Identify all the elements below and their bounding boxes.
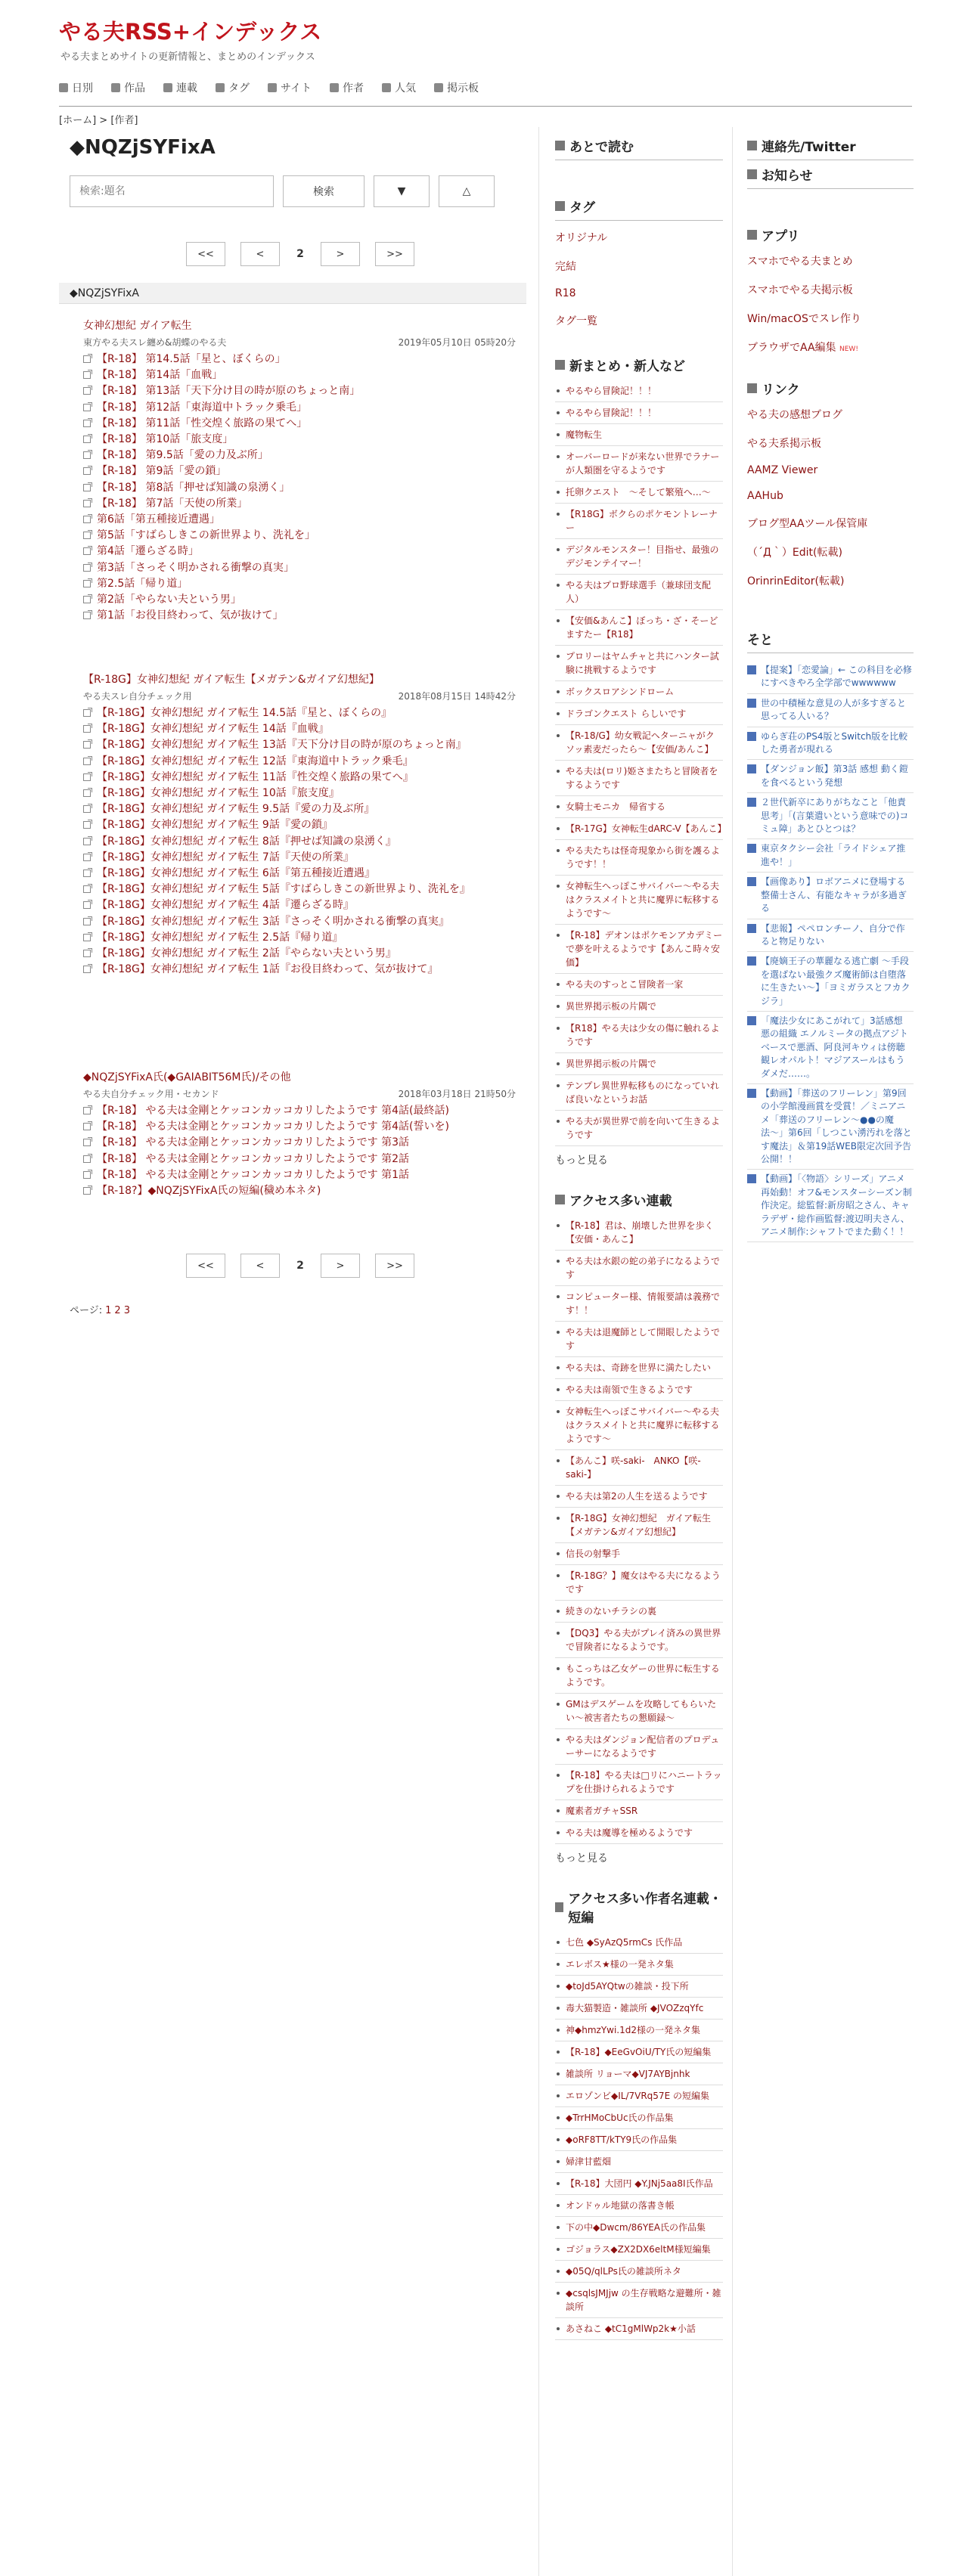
external-link-icon (83, 805, 91, 813)
list-item[interactable]: オンドゥル地獄の落書き帳 (555, 2195, 723, 2217)
info-icon (747, 169, 757, 179)
episode-item[interactable]: 【R-18】 第10話「旅支度」 (83, 432, 516, 448)
episode-item[interactable]: 第2.5話「帰り道」 (83, 576, 516, 592)
search-input[interactable] (70, 175, 274, 207)
news-item[interactable]: 【悲報】ペペロンチーノ、自分で作ると物足りない (747, 919, 914, 953)
episode-item[interactable]: 【R-18】 やる夫は金剛とケッコンカッコカリしたようです 第1話 (83, 1167, 516, 1183)
list-item[interactable]: やる夫のすっとこ冒険者一家 (555, 974, 723, 996)
sort-desc-button[interactable]: ▼ (374, 175, 430, 207)
external-link-icon (83, 371, 91, 379)
site-favicon-icon (747, 1089, 756, 1098)
nav-label: 連載 (176, 82, 197, 95)
external-link-icon (83, 387, 91, 395)
nav-item-series[interactable] (163, 80, 197, 95)
episode-item[interactable]: 【R-18】 やる夫は金剛とケッコンカッコカリしたようです 第2話 (83, 1152, 516, 1167)
list-item[interactable]: 七色 ◆SyAzQ5rmCs 氏作品 (555, 1932, 723, 1954)
external-link[interactable]: やる夫系掲示板 (747, 438, 821, 450)
app-link[interactable]: スマホでやる夫掲示板 (747, 284, 853, 296)
list-item[interactable]: 神◆hmzYwi.1d2様の一発ネタ集 (555, 2020, 723, 2041)
list-item[interactable]: 女神転生へっぽこサバイバー〜やる夫はクラスメイトと共に魔界に転移するようです〜 (555, 1401, 723, 1450)
page-link[interactable]: 2 (114, 1305, 121, 1316)
nav-label: 日別 (72, 82, 93, 95)
list-item[interactable]: やる夫はプロ野球選手（兼球団支配人） (555, 575, 723, 610)
new-summary-list (555, 380, 727, 1146)
list-item[interactable]: ボックスロアシンドローム (555, 681, 723, 703)
external-link-icon (83, 854, 91, 861)
nav-label: 作者 (343, 82, 365, 95)
app-link[interactable]: スマホでやる夫まとめ (747, 256, 853, 268)
work-date: 2019年05月10日 05時20分 (398, 337, 516, 348)
work-date: 2018年03月18日 21時50分 (398, 1089, 516, 1099)
list-item[interactable]: ◆05Q/qlLPs氏の雑談所ネタ (555, 2261, 723, 2283)
episode-item[interactable]: 第6話「第五種接近遭遇」 (83, 512, 516, 528)
tag-icon (216, 83, 225, 92)
episode-item[interactable]: 【R-18?】◆NQZjSYFixA氏の短編(穢め本ネタ) (83, 1183, 516, 1199)
book-icon (111, 83, 120, 92)
nav-item-board[interactable] (434, 80, 479, 95)
nav-item-works[interactable] (111, 80, 145, 95)
list-item[interactable]: 続きのないチラシの裏 (555, 1601, 723, 1623)
series-icon (163, 83, 172, 92)
app-link[interactable]: ブラウザでAA編集 NEW! (747, 342, 858, 354)
nav-item-daily[interactable] (59, 80, 93, 95)
site-favicon-icon (747, 732, 756, 741)
tag-link[interactable]: オリジナル (555, 232, 608, 244)
episode-item[interactable]: 【R-18G】女神幻想紀 ガイア転生 14.5話『星と、ぼくらの』 (83, 705, 516, 721)
new-icon (555, 360, 565, 370)
page-link[interactable]: 1 (105, 1305, 112, 1316)
middle-sidebar (555, 136, 727, 2340)
episode-item[interactable]: 【R-18】 やる夫は金剛とケッコンカッコカリしたようです 第4話(最終話) (83, 1103, 516, 1119)
site-favicon-icon (747, 665, 756, 674)
bar-chart-icon (555, 1195, 565, 1204)
pager-last-button[interactable]: >> (375, 242, 414, 266)
list-item[interactable]: やる夫は南領で生きるようです (555, 1379, 723, 1401)
outside-news-list (747, 661, 914, 1242)
list-item[interactable]: GMはデスゲームを攻略してもらいたい〜被害者たちの懇願録〜 (555, 1694, 723, 1729)
nav-label: 人気 (395, 82, 417, 95)
site-favicon-icon (747, 699, 756, 708)
header-divider (59, 106, 912, 107)
external-link-icon (83, 1139, 91, 1146)
pager-next-button[interactable]: > (321, 1254, 360, 1278)
news-item[interactable]: 東京タクシー会社「ライドシェア推進や！」 (747, 839, 914, 873)
episode-item[interactable]: 【R-18】 第14話「血戦」 (83, 367, 516, 383)
calendar-icon (59, 83, 68, 92)
access-series-head: アクセス多い連載 (555, 1190, 723, 1209)
list-item[interactable]: 【R-18】◆EeGvOiU/TY氏の短編集 (555, 2041, 723, 2063)
list-item[interactable]: エレボス★様の一発ネタ集 (555, 1954, 723, 1976)
episode-item[interactable]: 第1話「お役目終わって、気が抜けて」 (83, 608, 516, 624)
list-item[interactable]: テンプレ異世界転移ものになっていれば良いなというお話 (555, 1075, 723, 1111)
episode-item[interactable]: 【R-18G】女神幻想紀 ガイア転生 8話『押せば知識の泉湧く』 (83, 834, 516, 850)
list-item[interactable]: やる夫は、奇跡を世界に満たしたい (555, 1357, 723, 1379)
list-item[interactable]: 魔素者ガチャSSR (555, 1800, 723, 1822)
site-favicon-icon (747, 956, 756, 966)
nav-item-tags[interactable] (216, 80, 250, 95)
list-item[interactable]: 異世界掲示板の片隅で (555, 1053, 723, 1075)
list-item[interactable]: 【あんこ】咲-saki- ANKO【咲-saki-】 (555, 1450, 723, 1486)
app-head: アプリ (747, 225, 914, 244)
page-links (70, 1302, 130, 1316)
work-site: やる夫自分チェック用・セカンド (83, 1089, 219, 1099)
episode-item[interactable]: 【R-18】 第9.5話「愛の力及ぶ所」 (83, 448, 516, 463)
nav-label: タグ (228, 82, 250, 95)
external-link-icon (83, 547, 91, 555)
episode-item[interactable]: 【R-18G】女神幻想紀 ガイア転生 2話『やらない夫という男』 (83, 946, 516, 962)
search-button[interactable]: 検索 (283, 175, 365, 207)
external-link-icon (83, 901, 91, 909)
external-link[interactable]: AAHub (747, 490, 783, 502)
divider (555, 220, 723, 221)
episode-item[interactable]: 【R-18G】女神幻想紀 ガイア転生 1話『お役目終わって、気が抜けて』 (83, 962, 516, 978)
global-nav (59, 80, 479, 95)
external-link[interactable]: ブログ型AAツール保管庫 (747, 518, 868, 530)
list-item[interactable]: コンピューター様、情報要請は義務です！！ (555, 1286, 723, 1322)
sort-asc-button[interactable]: △ (439, 175, 495, 207)
external-link-icon (83, 950, 91, 957)
episode-item[interactable]: 【R-18】 第9話「愛の鎖」 (83, 463, 516, 479)
site-favicon-icon (747, 844, 756, 853)
site-subtitle: やる夫まとめサイトの更新情報と、まとめのインデックス (60, 51, 315, 63)
column-divider (538, 127, 539, 2576)
pager-top (186, 242, 414, 266)
list-item[interactable]: 托卵クエスト 〜そして繁殖へ…〜 (555, 482, 723, 504)
outside-head: そと (747, 633, 773, 648)
list-item[interactable]: やる夫はダンジョン配信者のプロデューサーになるようです (555, 1729, 723, 1765)
new-summary-head: 新まとめ・新人など (555, 355, 723, 374)
link-list (747, 407, 914, 588)
contact-head[interactable]: 連絡先/Twitter (747, 136, 914, 155)
external-link-icon (83, 725, 91, 733)
news-item[interactable]: 【廃嫡王子の華麗なる逃亡劇 〜手段を選ばない最強クズ魔術師は自堕落に生きたい〜】「ヨミガラスとフカクジラ」 (747, 952, 914, 1012)
news-item[interactable]: 【動画】「葬送のフリーレン」第9回の小学館漫画賞を受賞！／ミニアニメ「葬送のフリーレン〜●●の魔法〜」第6回「しつこい湧汚れを落とす魔法」＆第19話WEB限定次回予告公開！！ (747, 1084, 914, 1170)
list-item[interactable]: 【R-18G】女神幻想紀 ガイア転生【メガテン&ガイア幻想紀】 (555, 1508, 723, 1543)
list-item[interactable]: 女騎士モニカ 帰省する (555, 796, 723, 818)
pager-current: 2 (296, 1260, 304, 1272)
page-link[interactable]: 3 (123, 1305, 130, 1316)
episode-item[interactable]: 【R-18】 やる夫は金剛とケッコンカッコカリしたようです 第4話(誓いを) (83, 1119, 516, 1135)
list-item[interactable]: 【R-18/G】幼女戦記ヘターニャがクソッ素麦だったら〜【安価/あんこ】 (555, 725, 723, 761)
external-link-icon (83, 451, 91, 459)
page-title: ◆NQZjSYFixA (70, 136, 216, 159)
pages-label: ページ: (70, 1305, 103, 1316)
external-link-icon (83, 1187, 91, 1195)
tag-icon (555, 201, 565, 211)
list-item[interactable]: ゴジョラス◆ZX2DX6eltM様短編集 (555, 2239, 723, 2261)
list-item[interactable]: やる夫たちは怪奇現象から街を護るようです！！ (555, 840, 723, 876)
list-item[interactable]: 女神転生へっぽこサバイバー〜やる夫はクラスメイトと共に魔界に転移するようです〜 (555, 876, 723, 925)
site-title[interactable]: やる夫RSS+インデックス (59, 19, 322, 45)
list-item[interactable]: 【R-17G】女神転生dARC-V【あんこ】 (555, 818, 723, 840)
episode-item[interactable]: 【R-18】 やる夫は金剛とケッコンカッコカリしたようです 第3話 (83, 1135, 516, 1151)
list-item[interactable]: 信長の射撃手 (555, 1543, 723, 1565)
breadcrumb (59, 112, 138, 126)
episode-item[interactable]: 第2話「やらない夫という男」 (83, 592, 516, 608)
external-link-icon (83, 741, 91, 749)
work-meta (83, 1087, 516, 1100)
new-badge: NEW! (839, 346, 858, 353)
work-title[interactable]: ◆NQZjSYFixA氏(◆GAIABIT56M氏)/その他 (83, 1071, 291, 1083)
external-link-icon (83, 1123, 91, 1130)
link-head: リンク (747, 379, 914, 398)
episode-item[interactable]: 第4話「遷らざる時」 (83, 544, 516, 560)
episode-item[interactable]: 【R-18G】女神幻想紀 ガイア転生 3話『さっそく明かされる衝撃の真実』 (83, 914, 516, 930)
external-link-icon (83, 516, 91, 523)
site-favicon-icon (747, 877, 756, 886)
list-item[interactable]: 【R18G】ボクらのポケモントレーナー (555, 504, 723, 539)
episode-item[interactable]: 【R-18G】女神幻想紀 ガイア転生 14話『血戦』 (83, 721, 516, 737)
list-item[interactable]: やるやら冒険記！！！ (555, 402, 723, 424)
list-item[interactable]: ◆csqlsJMJjw の生存戦略な避難所・雑談所 (555, 2283, 723, 2318)
more-link[interactable]: もっと見る (555, 1155, 608, 1167)
external-link-icon (83, 870, 91, 877)
external-link-icon (83, 709, 91, 717)
grid-icon (747, 230, 757, 240)
external-link-icon (83, 1171, 91, 1179)
list-item[interactable]: プロリーはヤムチャと共にハンター試験に挑戦するようです (555, 646, 723, 681)
episode-item[interactable]: 【R-18G】女神幻想紀 ガイア転生 10話『旅支度』 (83, 786, 516, 801)
episode-list (70, 1103, 516, 1199)
news-item[interactable]: ゆらぎ荘のPS4版とSwitch版を比較した勇者が現れる (747, 727, 914, 761)
external-link-icon (83, 966, 91, 973)
episode-list (70, 352, 516, 624)
news-item[interactable]: 世の中積極な意見の人が多すぎると思ってる人いる？ (747, 694, 914, 727)
list-item[interactable]: 雑談所 リョーマ◆VJ7AYBjnhk (555, 2063, 723, 2085)
external-link-icon (83, 758, 91, 765)
list-item[interactable]: ◆toJd5AYQtwの雑談・投下所 (555, 1976, 723, 1998)
access-author-head: アクセス多い作者名連載・短編 (555, 1888, 723, 1926)
list-item[interactable]: 【R-18】デオンはポケモンアカデミーで夢を叶えるようです【あんこ時々安価】 (555, 925, 723, 974)
list-item[interactable]: 【R-18】君は、崩壊した世界を歩く【安価・あんこ】 (555, 1215, 723, 1251)
pager-first-button[interactable]: << (186, 1254, 225, 1278)
episode-item[interactable]: 【R-18G】女神幻想紀 ガイア転生 6話『第五種接近遭遇』 (83, 866, 516, 882)
list-item[interactable]: 魔物転生 (555, 424, 723, 446)
access-series-list (555, 1215, 723, 1844)
external-link-icon (83, 420, 91, 427)
more-link[interactable]: もっと見る (555, 1852, 608, 1865)
app-list (747, 253, 914, 355)
list-item[interactable]: 異世界掲示板の片隅で (555, 996, 723, 1018)
episode-item[interactable]: 【R-18G】女神幻想紀 ガイア転生 7話『天使の所業』 (83, 850, 516, 866)
tag-link[interactable]: 完結 (555, 261, 576, 273)
list-item[interactable]: 【R-18】やる夫は□リにハニートラップを仕掛けられるようです (555, 1765, 723, 1800)
news-item[interactable]: 【動画】「〈物語〉シリーズ」アニメ再始動！オフ&モンスターシーズン制作決定。総監督:新房昭之さん、キャラデザ・総作画監督:渡辺明夫さん、アニメ制作:シャフトでまた動く！！ (747, 1170, 914, 1242)
list-item[interactable]: デジタルモンスター！目指せ、最強のデジモンテイマー！ (555, 539, 723, 575)
column-divider (732, 127, 733, 2576)
news-item[interactable]: 【画像あり】ロボアニメに登場する整備士さん、有能なキャラが多過ぎる (747, 873, 914, 919)
nav-item-sites[interactable] (268, 80, 312, 95)
site-favicon-icon (747, 1016, 756, 1025)
external-link-icon (83, 885, 91, 893)
twitter-icon (747, 141, 757, 150)
grid-icon (747, 383, 757, 393)
pager-last-button[interactable]: >> (375, 1254, 414, 1278)
list-item[interactable]: あさねこ ◆tC1gMlWp2k★小話 (555, 2318, 723, 2340)
news-item[interactable]: 「魔法少女にあこがれて」3話感想 悪の組織 エノルミータの拠点アジトベースで悪酒、阿良河キウィは傍聴観レオパルト！マジアスールはもうダメだ……。 (747, 1012, 914, 1084)
list-item[interactable]: ◆TrrHMoCbUc氏の作品集 (555, 2107, 723, 2129)
nav-item-popular[interactable] (382, 80, 416, 95)
work-site: 東方やる夫スレ纏め&胡蝶のやる夫 (83, 337, 227, 348)
episode-item[interactable]: 【R-18】 第13話「天下分け目の時が原のちょっと南」 (83, 383, 516, 399)
external-link-icon (83, 580, 91, 587)
board-icon (434, 83, 443, 92)
list-item[interactable]: 下の中◆Dwcm/86YEA氏の作品集 (555, 2217, 723, 2239)
list-item[interactable]: 【R-18】大団円 ◆Y.JNj5aa8I氏作品 (555, 2173, 723, 2195)
news-item[interactable]: ２世代新卒にありがちなこと「他責思考」「(言葉遣いという意味での)コミュ障」あとひとつは？ (747, 793, 914, 839)
external-link-icon (83, 467, 91, 475)
bar-chart-icon (555, 1902, 563, 1912)
episode-item[interactable]: 【R-18G】女神幻想紀 ガイア転生 5話『すばらしきこの新世界より、洗礼を』 (83, 882, 516, 897)
pager-next-button[interactable]: > (321, 242, 360, 266)
external-link-icon (83, 918, 91, 925)
list-item[interactable]: やる夫が異世界で前を向いて生きるようです (555, 1111, 723, 1146)
pager-prev-button[interactable]: < (240, 1254, 280, 1278)
list-item[interactable]: やる夫は退魔師として開眼したようです (555, 1322, 723, 1357)
work-group (70, 318, 516, 624)
external-link-icon (83, 355, 91, 363)
list-item[interactable]: もこっちは乙女ゲーの世界に転生するようです。 (555, 1658, 723, 1694)
app-link[interactable]: Win/macOSでスレ作り (747, 313, 861, 325)
pager-bottom (186, 1254, 414, 1278)
list-item[interactable]: 毒大猫製造・雑談所 ◆JVOZzqYfc (555, 1998, 723, 2020)
list-item[interactable]: ドラゴンクエスト らしいです (555, 703, 723, 725)
episode-item[interactable]: 【R-18】 第11話「性交煌く旅路の果てへ」 (83, 416, 516, 432)
work-group (70, 671, 516, 978)
episode-item[interactable]: 【R-18】 第7話「天使の所業」 (83, 496, 516, 512)
list-item[interactable]: やる夫は第2の人生を送るようです (555, 1486, 723, 1508)
external-link-icon (83, 1107, 91, 1114)
pager-first-button[interactable]: << (186, 242, 225, 266)
episode-item[interactable]: 【R-18G】女神幻想紀 ガイア転生 11話『性交煌く旅路の果てへ』 (83, 770, 516, 786)
external-link-icon (83, 612, 91, 619)
work-date: 2018年08月15日 14時42分 (398, 691, 516, 702)
breadcrumb-separator: > (99, 115, 108, 126)
external-link-icon (83, 934, 91, 941)
breadcrumb-current: [作者] (110, 115, 138, 126)
list-item[interactable]: 【安価&あんこ】ぼっち・ざ・そーどますたー【R18】 (555, 610, 723, 646)
list-item[interactable]: 【R-18G？】魔女はやる夫になるようです (555, 1565, 723, 1601)
episode-item[interactable]: 【R-18G】女神幻想紀 ガイア転生 2.5話『帰り道』 (83, 930, 516, 946)
external-link-icon (83, 789, 91, 797)
work-group (70, 1069, 516, 1199)
tag-head: タグ (555, 197, 723, 215)
tag-list (555, 230, 723, 328)
breadcrumb-home[interactable]: [ホーム] (59, 115, 97, 126)
notice-head[interactable]: お知らせ (747, 165, 914, 184)
external-link-icon (83, 436, 91, 443)
episode-item[interactable]: 【R-18G】女神幻想紀 ガイア転生 4話『遷らざる時』 (83, 897, 516, 913)
episode-item[interactable]: 【R-18G】女神幻想紀 ガイア転生 12話『東海道中トラック乗毛』 (83, 754, 516, 770)
tag-link[interactable]: R18 (555, 287, 576, 299)
episode-item[interactable]: 【R-18】 第12話「東海道中トラック乗毛」 (83, 400, 516, 416)
episode-item[interactable]: 第3話「さっそく明かされる衝撃の真実」 (83, 560, 516, 576)
star-icon (555, 141, 565, 150)
site-favicon-icon (747, 924, 756, 933)
external-link[interactable]: OrinrinEditor(転載) (747, 575, 845, 587)
external-link[interactable]: やる夫の感想ブログ (747, 409, 842, 421)
nav-label: 作品 (124, 82, 145, 95)
work-title[interactable]: 女神幻想紀 ガイア転生 (83, 320, 192, 332)
site-favicon-icon (747, 1174, 756, 1183)
author-section-head: ◆NQZjSYFixA (59, 283, 526, 304)
list-item[interactable]: エロゾンビ◆IL/7VRq57E の短編集 (555, 2085, 723, 2107)
external-link-icon (83, 484, 91, 491)
external-link-icon (83, 404, 91, 411)
news-item[interactable]: 【ダンジョン飯】第3話 感想 動く鎧を食べるという発想 (747, 760, 914, 793)
work-meta (83, 690, 516, 702)
list-item[interactable]: 【R18】やる夫は少女の傷に触れるようです (555, 1018, 723, 1053)
list-item[interactable]: やる夫は(ロリ)姫さまたちと冒険者をするようです (555, 761, 723, 796)
site-favicon-icon (747, 764, 756, 773)
pager-current: 2 (296, 248, 304, 260)
external-link-icon (83, 596, 91, 603)
episode-item[interactable]: 【R-18G】女神幻想紀 ガイア転生 13話『天下分け目の時が原のちょっと南』 (83, 737, 516, 753)
right-sidebar (747, 136, 914, 1242)
external-link-icon (83, 532, 91, 539)
external-link-icon (83, 564, 91, 572)
episode-item[interactable]: 【R-18】 第8話「押せば知識の泉湧く」 (83, 480, 516, 496)
work-site: やる夫スレ自分チェック用 (83, 691, 192, 702)
episode-item[interactable]: 【R-18G】女神幻想紀 ガイア転生 9話『愛の鎖』 (83, 817, 516, 833)
user-icon (330, 83, 339, 92)
list-item[interactable]: やるやら冒険記！！！ (555, 380, 723, 402)
external-link-icon (83, 773, 91, 781)
list-item[interactable]: 【DQ3】やる夫がプレイ済みの異世界で冒険者になるようです。 (555, 1623, 723, 1658)
news-item[interactable]: 【提案】「恋愛論」← この科目を必修にすべきやろ全学部でwwwwww (747, 661, 914, 694)
list-item[interactable]: ◆oRF8TT/kTY9氏の作品集 (555, 2129, 723, 2151)
external-link-icon (83, 821, 91, 829)
access-author-list (555, 1932, 723, 2340)
nav-label: 掲示板 (447, 82, 479, 95)
list-item[interactable]: オーバーロードが来ない世界でラナーが人類圏を守るようです (555, 446, 723, 482)
episode-item[interactable]: 第5話「すばらしきこの新世界より、洗礼を」 (83, 528, 516, 544)
list-item[interactable]: やる夫は水銀の蛇の弟子になるようです (555, 1251, 723, 1286)
divider (747, 188, 914, 189)
bar-chart-icon (382, 83, 391, 92)
external-link-icon (83, 1155, 91, 1163)
list-item[interactable]: 婦津甘藍畑 (555, 2151, 723, 2173)
external-link-icon (83, 838, 91, 845)
search-bar (70, 175, 495, 207)
work-meta (83, 336, 516, 349)
tag-list-link[interactable]: タグ一覧 (555, 315, 597, 327)
list-item[interactable]: やる夫は魔導を極めるようです (555, 1822, 723, 1844)
episode-item[interactable]: 【R-18】 第14.5話「星と、ぼくらの」 (83, 352, 516, 367)
external-link[interactable]: AAMZ Viewer (747, 464, 818, 476)
read-later-head[interactable]: あとで読む (555, 136, 723, 155)
work-title[interactable]: 【R-18G】女神幻想紀 ガイア転生【メガテン&ガイア幻想紀】 (83, 674, 380, 686)
external-link-icon (83, 500, 91, 507)
nav-item-authors[interactable] (330, 80, 364, 95)
grid-icon (268, 83, 277, 92)
pager-prev-button[interactable]: < (240, 242, 280, 266)
external-link[interactable]: （´Д｀）Edit(転載) (747, 547, 842, 559)
site-favicon-icon (747, 798, 756, 807)
nav-label: サイト (281, 82, 312, 95)
episode-item[interactable]: 【R-18G】女神幻想紀 ガイア転生 9.5話『愛の力及ぶ所』 (83, 801, 516, 817)
episode-list (70, 705, 516, 978)
